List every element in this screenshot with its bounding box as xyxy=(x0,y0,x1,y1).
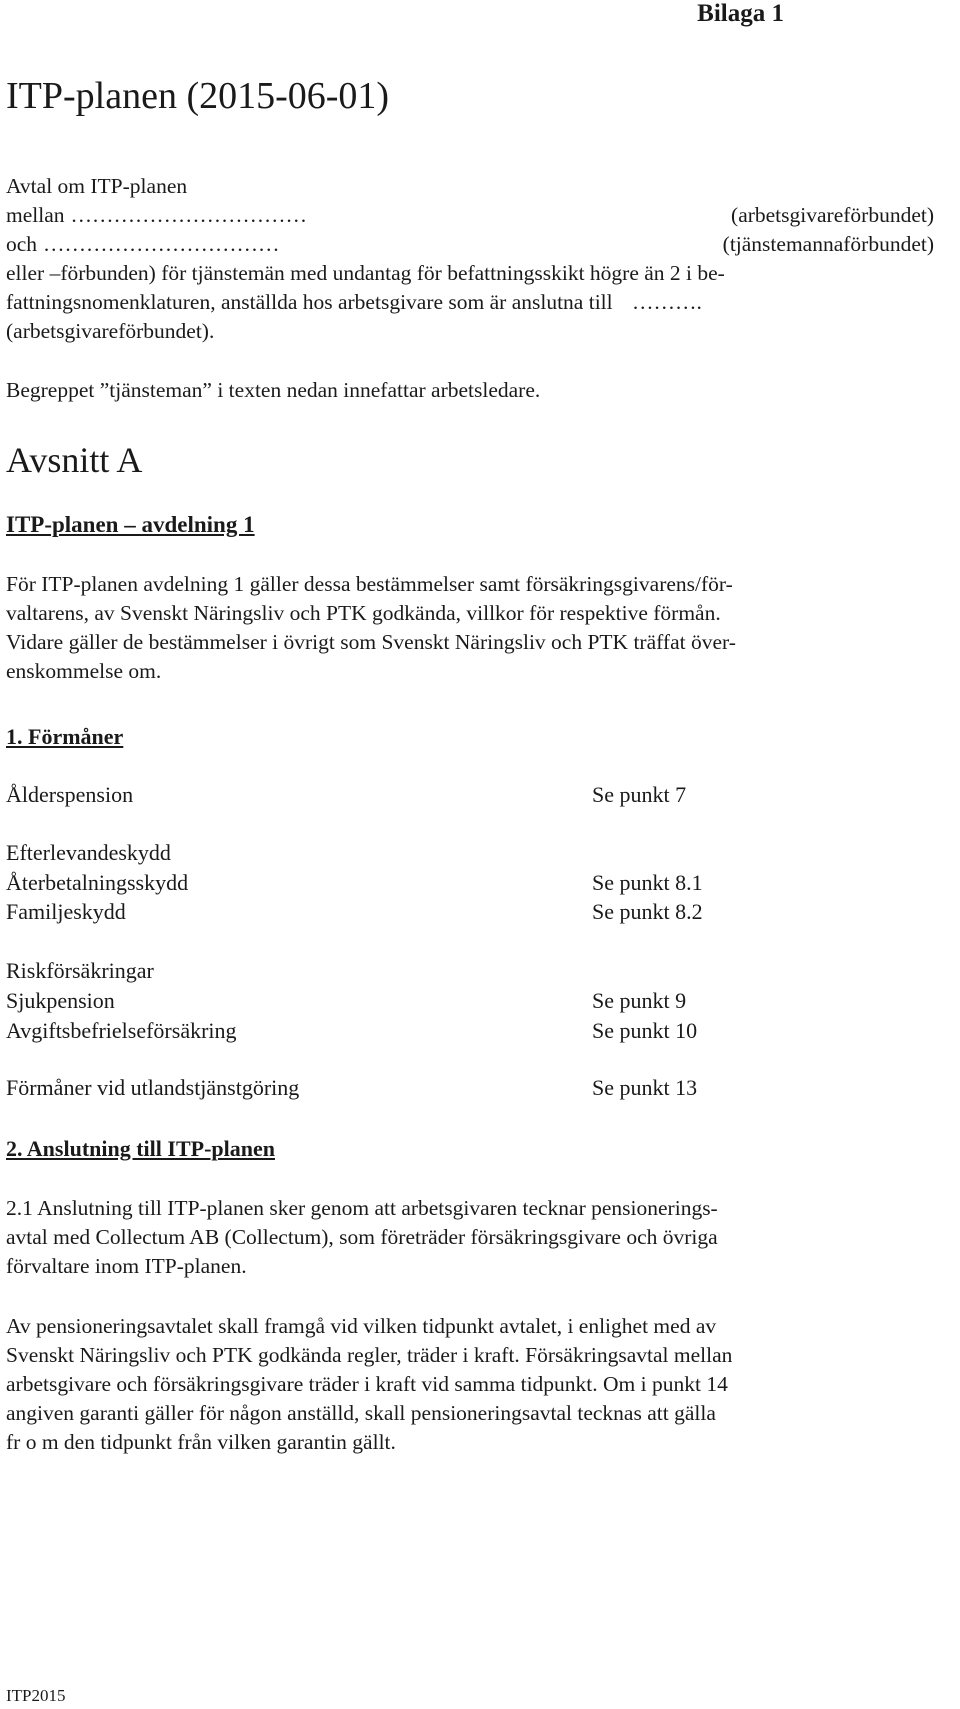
part-heading: ITP-planen – avdelning 1 xyxy=(6,512,255,537)
benefit-name: Familjeskydd xyxy=(6,899,126,924)
paragraph-line: Av pensioneringsavtalet skall framgå vid vilken tidpunkt avtalet, i enlighet med av xyxy=(6,1314,717,1338)
paragraph-line: arbetsgivare och försäkringsgivare träder i kraft vid samma tidpunkt. Om i punkt 14 xyxy=(6,1372,728,1396)
benefit-name: Avgiftsbefrielseförsäkring xyxy=(6,1018,237,1043)
section-heading: Avsnitt A xyxy=(6,440,143,480)
intro-line-start: och xyxy=(6,232,38,256)
intro-line xyxy=(6,288,934,317)
blank-dots: …………………………… xyxy=(70,203,308,227)
benefit-name: Sjukpension xyxy=(6,988,115,1013)
benefit-reference: Se punkt 13 xyxy=(592,1075,698,1100)
paragraph-line: Vidare gäller de bestämmelser i övrigt som Svenskt Näringsliv och PTK träffat över- xyxy=(6,630,736,654)
benefit-reference: Se punkt 7 xyxy=(592,782,687,807)
paragraph-line: 2.1 Anslutning till ITP-planen sker genom att arbetsgivaren tecknar pensionerings- xyxy=(6,1196,718,1220)
benefit-name: Ålderspension xyxy=(6,782,134,807)
document-title: ITP-planen (2015-06-01) xyxy=(6,75,390,117)
blank-dots: …………………………… xyxy=(43,232,280,256)
blank-dots: ………. xyxy=(632,290,702,314)
part-paragraph xyxy=(6,570,934,686)
benefit-group-name: Efterlevandeskydd xyxy=(6,840,171,865)
benefit-reference: Se punkt 8.2 xyxy=(592,899,703,924)
paragraph-line: fr o m den tidpunkt från vilken garantin gällt. xyxy=(6,1430,396,1454)
benefit-reference: Se punkt 10 xyxy=(592,1018,698,1043)
union-label: (tjänstemannaförbundet) xyxy=(722,232,934,256)
paragraph-line: valtarens, av Svenskt Näringsliv och PTK godkända, villkor för respektive förmån. xyxy=(6,601,721,625)
intro-line: (arbetsgivareförbundet). xyxy=(6,319,215,343)
anslutning-paragraph-1 xyxy=(6,1194,934,1281)
benefits-heading: 1. Förmåner xyxy=(6,724,124,749)
benefit-name: Återbetalningsskydd xyxy=(6,870,189,895)
agreement-intro xyxy=(6,172,934,346)
paragraph-line: För ITP-planen avdelning 1 gäller dessa bestämmelser samt försäkringsgivarens/för- xyxy=(6,572,733,596)
benefit-group-name: Riskförsäkringar xyxy=(6,958,154,983)
benefit-reference: Se punkt 9 xyxy=(592,988,687,1013)
intro-line xyxy=(6,230,934,259)
anslutning-paragraph-2 xyxy=(6,1312,934,1457)
intro-line-text: fattningsnomenklaturen, anställda hos arbetsgivare som är anslutna till xyxy=(6,290,613,314)
anslutning-heading: 2. Anslutning till ITP-planen xyxy=(6,1136,275,1161)
paragraph-line: angiven garanti gäller för någon anställd, skall pensioneringsavtal tecknas att gälla xyxy=(6,1401,716,1425)
annex-label: Bilaga 1 xyxy=(697,0,784,27)
intro-line: Avtal om ITP-planen xyxy=(6,174,188,198)
paragraph-line: förvaltare inom ITP-planen. xyxy=(6,1254,247,1278)
employer-association-label: (arbetsgivareförbundet) xyxy=(731,203,934,227)
page-footer: ITP2015 xyxy=(6,1686,66,1705)
intro-line xyxy=(6,201,934,230)
benefit-reference: Se punkt 8.1 xyxy=(592,870,703,895)
concept-note: Begreppet ”tjänsteman” i texten nedan innefattar arbetsledare. xyxy=(6,378,541,402)
intro-line: eller –förbunden) för tjänstemän med undantag för befattningsskikt högre än 2 i be- xyxy=(6,261,725,285)
paragraph-line: Svenskt Näringsliv och PTK godkända regler, träder i kraft. Försäkringsavtal mellan xyxy=(6,1343,733,1367)
benefit-name: Förmåner vid utlandstjänstgöring xyxy=(6,1075,300,1100)
paragraph-line: enskommelse om. xyxy=(6,659,162,683)
intro-line-start: mellan xyxy=(6,203,65,227)
paragraph-line: avtal med Collectum AB (Collectum), som företräder försäkringsgivare och övriga xyxy=(6,1225,718,1249)
